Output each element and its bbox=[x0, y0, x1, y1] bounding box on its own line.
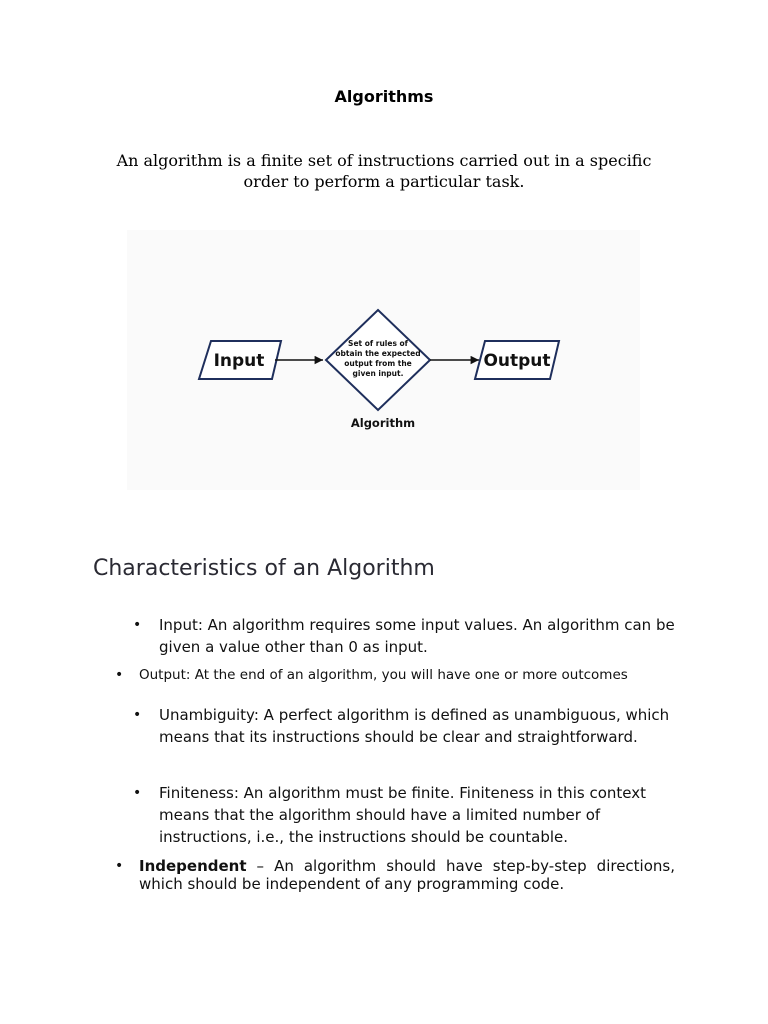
output-label: Output bbox=[483, 351, 551, 371]
bullet-icon: • bbox=[133, 785, 142, 801]
bullet-icon: • bbox=[133, 617, 142, 633]
characteristics-heading: Characteristics of an Algorithm bbox=[93, 556, 435, 581]
list-item-text: Finiteness: An algorithm must be finite. Finiteness in this context means that the algorithm should have a limited number of instructions, i.e., the instructions should be countable. bbox=[159, 784, 646, 846]
algorithm-diagram-svg bbox=[127, 230, 640, 490]
list-item-term: Independent bbox=[139, 857, 247, 875]
list-item-independent bbox=[115, 857, 675, 893]
intro-paragraph: An algorithm is a finite set of instructions carried out in a specific order to perform a particular task. bbox=[116, 151, 652, 191]
list-item-text: Unambiguity: A perfect algorithm is defined as unambiguous, which means that its instructions should be clear and straightforward. bbox=[159, 706, 670, 746]
list-item-unambiguity bbox=[133, 704, 679, 748]
list-item-text: – An algorithm should have step-by-step directions, which should be independent of any programming code. bbox=[139, 857, 675, 893]
bullet-icon: • bbox=[115, 667, 124, 683]
list-item-input bbox=[133, 614, 679, 658]
diamond-line-4: given input. bbox=[352, 369, 404, 378]
diamond-line-2: obtain the expected bbox=[335, 349, 421, 358]
list-item-finiteness bbox=[133, 782, 679, 848]
diamond-line-1: Set of rules of bbox=[348, 339, 408, 348]
bullet-icon: • bbox=[133, 707, 142, 723]
diagram-caption: Algorithm bbox=[350, 416, 416, 430]
list-item-output bbox=[115, 665, 679, 685]
bullet-icon: • bbox=[115, 858, 124, 874]
input-label: Input bbox=[213, 351, 265, 371]
diamond-line-3: output from the bbox=[344, 359, 412, 368]
algorithm-diagram bbox=[127, 230, 640, 490]
page-title: Algorithms bbox=[334, 87, 434, 106]
list-item-text: Output: At the end of an algorithm, you will have one or more outcomes bbox=[139, 667, 628, 683]
list-item-text: Input: An algorithm requires some input values. An algorithm can be given a value other than 0 as input. bbox=[159, 616, 675, 656]
